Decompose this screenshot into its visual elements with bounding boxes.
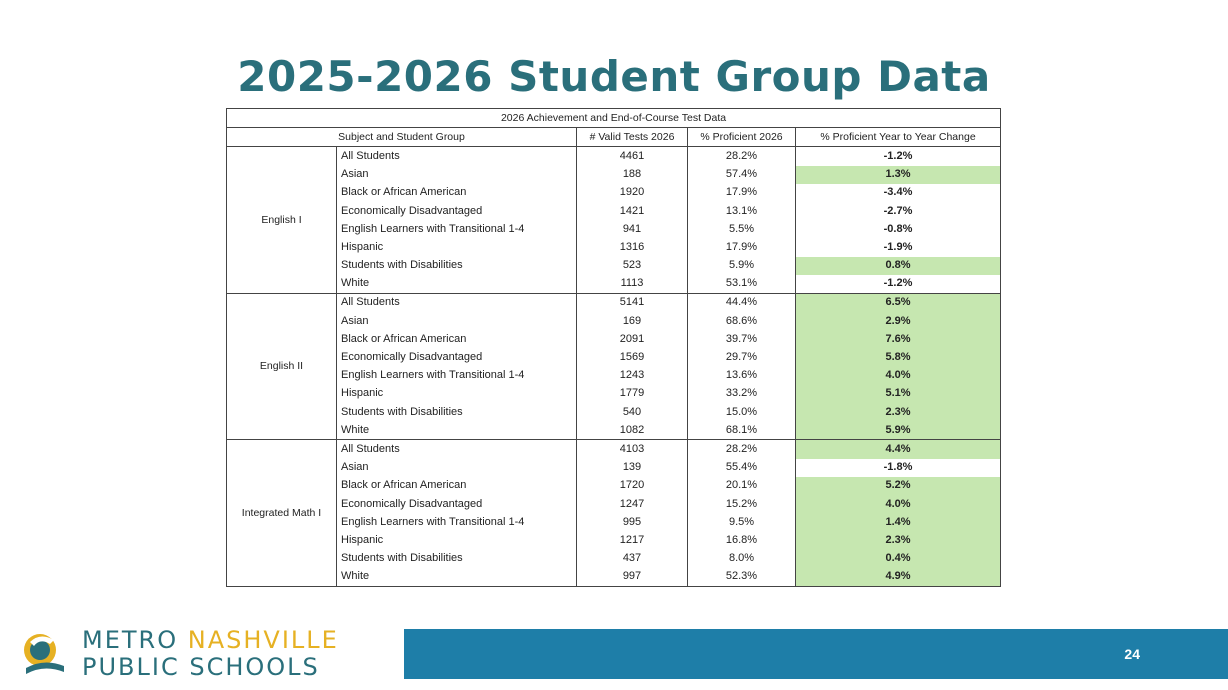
student-group-cell: Black or African American <box>337 330 577 348</box>
valid-tests-cell: 540 <box>577 403 688 421</box>
student-group-cell: Economically Disadvantaged <box>337 202 577 220</box>
table-row <box>227 513 1001 531</box>
percent-proficient-cell: 33.2% <box>688 385 796 403</box>
percent-proficient-cell: 44.4% <box>688 293 796 312</box>
percent-proficient-cell: 17.9% <box>688 238 796 256</box>
table-row <box>227 293 1001 312</box>
mnps-logo-icon <box>20 628 68 678</box>
percent-proficient-cell: 15.2% <box>688 495 796 513</box>
year-change-cell: 4.4% <box>796 440 1001 459</box>
valid-tests-cell: 169 <box>577 312 688 330</box>
page-number: 24 <box>1124 646 1140 662</box>
table-caption: 2026 Achievement and End-of-Course Test Data <box>227 109 1001 128</box>
year-change-cell: 5.1% <box>796 385 1001 403</box>
student-group-cell: White <box>337 275 577 294</box>
student-group-cell: All Students <box>337 147 577 166</box>
table-row <box>227 385 1001 403</box>
percent-proficient-cell: 15.0% <box>688 403 796 421</box>
table-row <box>227 275 1001 294</box>
student-group-cell: Students with Disabilities <box>337 257 577 275</box>
percent-proficient-cell: 13.1% <box>688 202 796 220</box>
table-row <box>227 495 1001 513</box>
student-group-cell: Economically Disadvantaged <box>337 495 577 513</box>
student-group-cell: Students with Disabilities <box>337 550 577 568</box>
table-row <box>227 421 1001 440</box>
table-row <box>227 403 1001 421</box>
logo-text-nashville: NASHVILLE <box>187 626 339 654</box>
subject-cell: English II <box>227 293 337 440</box>
district-logo <box>20 626 360 682</box>
valid-tests-cell: 995 <box>577 513 688 531</box>
valid-tests-cell: 1720 <box>577 477 688 495</box>
valid-tests-cell: 1113 <box>577 275 688 294</box>
table-row <box>227 568 1001 587</box>
student-group-cell: Hispanic <box>337 531 577 549</box>
column-header-valid-tests: # Valid Tests 2026 <box>577 128 688 147</box>
table-row <box>227 459 1001 477</box>
percent-proficient-cell: 57.4% <box>688 166 796 184</box>
student-group-cell: White <box>337 421 577 440</box>
percent-proficient-cell: 17.9% <box>688 184 796 202</box>
table-row <box>227 220 1001 238</box>
year-change-cell: 6.5% <box>796 293 1001 312</box>
student-group-cell: White <box>337 568 577 587</box>
valid-tests-cell: 1316 <box>577 238 688 256</box>
logo-text-line2: PUBLIC SCHOOLS <box>82 653 320 681</box>
valid-tests-cell: 1082 <box>577 421 688 440</box>
year-change-cell: -1.8% <box>796 459 1001 477</box>
valid-tests-cell: 437 <box>577 550 688 568</box>
student-group-cell: Black or African American <box>337 477 577 495</box>
student-group-cell: Black or African American <box>337 184 577 202</box>
percent-proficient-cell: 16.8% <box>688 531 796 549</box>
column-header-year-change: % Proficient Year to Year Change <box>796 128 1001 147</box>
year-change-cell: 5.9% <box>796 421 1001 440</box>
year-change-cell: 2.3% <box>796 531 1001 549</box>
valid-tests-cell: 1243 <box>577 367 688 385</box>
year-change-cell: 2.9% <box>796 312 1001 330</box>
table-row <box>227 166 1001 184</box>
table-row <box>227 330 1001 348</box>
table-row <box>227 367 1001 385</box>
valid-tests-cell: 4103 <box>577 440 688 459</box>
valid-tests-cell: 1920 <box>577 184 688 202</box>
table-row <box>227 184 1001 202</box>
subject-cell: English I <box>227 147 337 294</box>
percent-proficient-cell: 28.2% <box>688 440 796 459</box>
logo-text-line1 <box>82 626 339 654</box>
year-change-cell: 4.0% <box>796 495 1001 513</box>
valid-tests-cell: 1217 <box>577 531 688 549</box>
valid-tests-cell: 4461 <box>577 147 688 166</box>
table-row <box>227 477 1001 495</box>
year-change-cell: 0.8% <box>796 257 1001 275</box>
percent-proficient-cell: 52.3% <box>688 568 796 587</box>
table-row <box>227 348 1001 366</box>
valid-tests-cell: 523 <box>577 257 688 275</box>
column-header-subject-group: Subject and Student Group <box>227 128 577 147</box>
year-change-cell: 2.3% <box>796 403 1001 421</box>
table-row <box>227 440 1001 459</box>
year-change-cell: 1.3% <box>796 166 1001 184</box>
percent-proficient-cell: 5.5% <box>688 220 796 238</box>
year-change-cell: -2.7% <box>796 202 1001 220</box>
percent-proficient-cell: 5.9% <box>688 257 796 275</box>
table-row <box>227 202 1001 220</box>
percent-proficient-cell: 53.1% <box>688 275 796 294</box>
table-row <box>227 238 1001 256</box>
valid-tests-cell: 941 <box>577 220 688 238</box>
percent-proficient-cell: 9.5% <box>688 513 796 531</box>
valid-tests-cell: 1421 <box>577 202 688 220</box>
valid-tests-cell: 1569 <box>577 348 688 366</box>
valid-tests-cell: 1779 <box>577 385 688 403</box>
table-row <box>227 147 1001 166</box>
year-change-cell: -1.2% <box>796 147 1001 166</box>
valid-tests-cell: 139 <box>577 459 688 477</box>
student-group-cell: Students with Disabilities <box>337 403 577 421</box>
year-change-cell: 4.9% <box>796 568 1001 587</box>
year-change-cell: 1.4% <box>796 513 1001 531</box>
valid-tests-cell: 997 <box>577 568 688 587</box>
year-change-cell: 5.8% <box>796 348 1001 366</box>
year-change-cell: 7.6% <box>796 330 1001 348</box>
year-change-cell: 5.2% <box>796 477 1001 495</box>
student-group-cell: Asian <box>337 166 577 184</box>
logo-text-metro: METRO <box>82 626 179 654</box>
year-change-cell: -0.8% <box>796 220 1001 238</box>
percent-proficient-cell: 28.2% <box>688 147 796 166</box>
slide-title: 2025-2026 Student Group Data <box>237 52 991 101</box>
percent-proficient-cell: 39.7% <box>688 330 796 348</box>
year-change-cell: 4.0% <box>796 367 1001 385</box>
valid-tests-cell: 1247 <box>577 495 688 513</box>
student-group-cell: Hispanic <box>337 238 577 256</box>
valid-tests-cell: 5141 <box>577 293 688 312</box>
percent-proficient-cell: 13.6% <box>688 367 796 385</box>
valid-tests-cell: 188 <box>577 166 688 184</box>
year-change-cell: -1.2% <box>796 275 1001 294</box>
student-group-cell: English Learners with Transitional 1-4 <box>337 220 577 238</box>
table-row <box>227 257 1001 275</box>
student-group-cell: English Learners with Transitional 1-4 <box>337 513 577 531</box>
valid-tests-cell: 2091 <box>577 330 688 348</box>
column-header-percent-proficient: % Proficient 2026 <box>688 128 796 147</box>
achievement-table <box>226 108 1001 587</box>
percent-proficient-cell: 29.7% <box>688 348 796 366</box>
percent-proficient-cell: 55.4% <box>688 459 796 477</box>
student-group-cell: Asian <box>337 459 577 477</box>
student-group-cell: Hispanic <box>337 385 577 403</box>
percent-proficient-cell: 20.1% <box>688 477 796 495</box>
student-group-cell: Asian <box>337 312 577 330</box>
table-row <box>227 312 1001 330</box>
student-group-cell: Economically Disadvantaged <box>337 348 577 366</box>
percent-proficient-cell: 68.6% <box>688 312 796 330</box>
student-group-cell: All Students <box>337 293 577 312</box>
student-group-cell: All Students <box>337 440 577 459</box>
year-change-cell: -3.4% <box>796 184 1001 202</box>
subject-cell: Integrated Math I <box>227 440 337 587</box>
student-group-cell: English Learners with Transitional 1-4 <box>337 367 577 385</box>
year-change-cell: 0.4% <box>796 550 1001 568</box>
achievement-table-container <box>226 108 1000 587</box>
footer-bar <box>404 629 1228 679</box>
table-row <box>227 531 1001 549</box>
percent-proficient-cell: 68.1% <box>688 421 796 440</box>
table-body <box>227 147 1001 587</box>
percent-proficient-cell: 8.0% <box>688 550 796 568</box>
table-row <box>227 550 1001 568</box>
year-change-cell: -1.9% <box>796 238 1001 256</box>
